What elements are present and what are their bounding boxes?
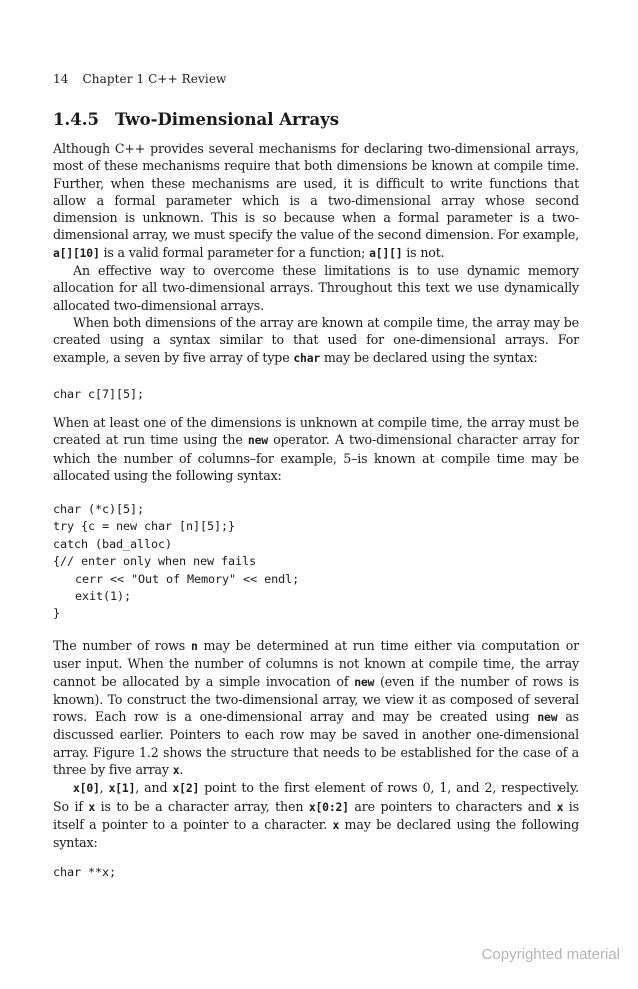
text-run: operator. A two-dimensional character array for which the number of columns–for example, 5–is known at compile time may be allocated using the following syntax: — [53, 432, 579, 483]
text-run: When both dimensions of the array are known at compile time, the array may be created using a syntax similar to that used for one-dimensional arrays. For example, a seven by five array of type — [53, 314, 579, 365]
code-line: char c[7][5]; — [53, 387, 145, 401]
code-line: catch (bad_alloc) — [53, 536, 173, 551]
inline-code: n — [191, 639, 198, 653]
section-heading — [53, 110, 339, 129]
inline-code: x[0] — [73, 781, 100, 796]
page-number: 14 — [53, 72, 69, 86]
code-line: {// enter only when new fails — [53, 554, 257, 569]
code-line: } — [53, 606, 61, 621]
paragraph-3 — [53, 314, 579, 367]
copyright-watermark: Copyrighted material — [481, 946, 620, 963]
code-line: char (*c)[5]; — [53, 502, 145, 516]
text-run: is not. — [402, 244, 445, 260]
text-run: . — [179, 762, 184, 778]
paragraph-1 — [53, 140, 579, 262]
code-listing — [53, 386, 579, 403]
inline-code: new — [537, 710, 558, 725]
inline-code: new — [247, 433, 268, 448]
inline-code: x[0:2] — [308, 799, 349, 814]
inline-code: x — [172, 763, 180, 778]
text-run: The number of rows — [53, 638, 191, 653]
code-listing — [53, 501, 579, 623]
section-title: Two-Dimensional Arrays — [114, 110, 340, 129]
paragraph-5 — [53, 637, 579, 779]
inline-code: a[][10] — [53, 245, 100, 260]
inline-code: x — [88, 799, 96, 814]
running-head — [53, 72, 226, 86]
code-line: cerr << "Out of Memory" << endl; — [75, 571, 300, 586]
paragraph-2: An effective way to overcome these limitations is to use dynamic memory allocation for all two-dimensional arrays. Throughout this text we use dynamically allocated two-dimensional arrays. — [53, 263, 579, 313]
code-block-2 — [53, 501, 579, 623]
text-run: is to be a character array, then — [95, 798, 309, 814]
text-run: may be declared using the syntax: — [320, 349, 538, 365]
inline-code: char — [293, 350, 321, 365]
text-run: (even if the number of rows is known). To construct the two-dimensional array, we view it as composed of several rows. Each row is a one-dimensional array and may be created using — [53, 673, 579, 725]
body-text-2 — [53, 414, 579, 484]
inline-code: x — [556, 799, 564, 814]
body-text-3 — [53, 637, 579, 852]
text-run: is a valid formal parameter for a function; — [99, 244, 370, 260]
code-listing — [53, 864, 579, 881]
text-run: Although C++ provides several mechanisms for declaring two-dimensional arrays, most of these mechanisms require that both dimensions be known at compile time. Further, when these mechanisms are used, it is difficult to write functions that allow a formal parameter which is a two-dimensional array whose second dimension is unknown. This is so because when a formal parameter is a two-dimensional array, we must specify the value of the second dimension. For example, — [53, 141, 579, 243]
text-run: as discussed earlier. Pointers to each row may be saved in another one-dimensional array. Figure 1.2 shows the structure that needs to be established for the case of a three by five array — [53, 709, 579, 778]
text-run: When at least one of the dimensions is unknown at compile time, the array must be created at run time using the — [53, 415, 579, 448]
paragraph-4 — [53, 414, 579, 484]
body-text-1 — [53, 140, 579, 367]
text-run: may be determined at run time either via computation or user input. When the number of columns is not known at compile time, the array cannot be allocated by a simple invocation of — [53, 638, 579, 689]
section-number: 1.4.5 — [53, 110, 99, 129]
inline-code: x[1] — [108, 781, 136, 796]
text-run: point to the first element of rows 0, 1, and 2, respectively. So if — [53, 780, 579, 814]
code-line: try {c = new char [n][5];} — [53, 519, 236, 534]
code-line: char **x; — [53, 865, 117, 879]
code-block-1 — [53, 386, 579, 403]
inline-code: x[2] — [172, 781, 200, 796]
inline-code: new — [354, 674, 375, 689]
code-block-3 — [53, 864, 579, 881]
paragraph-6 — [53, 779, 579, 851]
text-run: , and — [135, 780, 173, 796]
inline-code: a[][] — [369, 245, 403, 260]
chapter-title: Chapter 1 C++ Review — [82, 72, 227, 86]
text-run: , — [99, 780, 109, 796]
text-run: is itself a pointer to a pointer to a character. — [53, 798, 579, 832]
inline-code: x — [332, 817, 340, 832]
code-line: exit(1); — [75, 589, 132, 604]
text-run: are pointers to characters and — [348, 798, 557, 814]
text-run: may be declared using the following syntax: — [53, 816, 579, 851]
